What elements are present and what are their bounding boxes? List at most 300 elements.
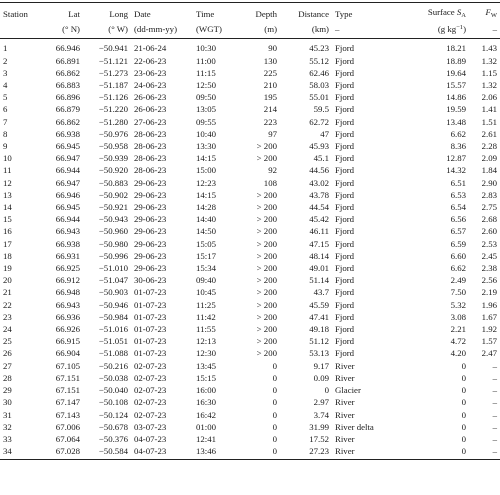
cell-long: −51.126 [98,92,128,103]
cell-surface-sa: 0 [461,421,466,432]
cell-fw: 2.38 [481,263,497,274]
cell-station: 31 [3,409,12,420]
cell-fw: 2.53 [481,238,497,249]
cell-lat: 66.946 [55,189,80,200]
table-row [0,116,500,128]
cell-depth: > 200 [256,311,277,322]
header-surface-sa-prefix: Surface [427,7,455,17]
cell-station: 32 [3,421,12,432]
cell-fw: – [492,360,497,371]
cell-time: 14:50 [196,226,217,237]
cell-type: Fjord [335,238,355,249]
cell-fw: 1.96 [481,299,497,310]
cell-station: 3 [3,67,8,78]
cell-long: −50.920 [98,165,128,176]
cell-lat: 66.912 [55,275,80,286]
cell-distance: 45.59 [309,299,329,310]
cell-date: 22-06-23 [134,55,167,66]
table-row [0,91,500,103]
header-fw-unit: – [469,22,500,39]
cell-fw: 2.19 [481,287,497,298]
cell-long: −50.903 [98,287,128,298]
cell-depth: 223 [263,116,277,127]
table-header [0,3,500,39]
cell-time: 15:05 [196,238,217,249]
cell-time: 12:23 [196,177,217,188]
cell-lat: 66.931 [55,250,80,261]
cell-date: 01-07-23 [134,311,167,322]
cell-distance: 17.52 [309,433,329,444]
cell-fw: 2.83 [481,189,497,200]
cell-fw: 1.92 [481,324,497,335]
cell-distance: 43.02 [309,177,329,188]
cell-fw: 2.06 [481,92,497,103]
cell-depth: > 200 [256,275,277,286]
cell-lat: 66.947 [55,153,80,164]
cell-station: 18 [3,250,12,261]
cell-time: 13:05 [196,104,217,115]
table-row [0,201,500,213]
cell-time: 16:30 [196,397,217,408]
cell-time: 14:40 [196,214,217,225]
cell-station: 4 [3,80,8,91]
cell-lat: 66.891 [55,55,80,66]
cell-long: −50.980 [98,238,128,249]
cell-depth: 92 [268,165,277,176]
header-depth-unit: (m) [240,22,280,39]
cell-lat: 66.926 [55,324,80,335]
cell-date: 29-06-23 [134,250,167,261]
cell-fw: – [492,433,497,444]
cell-station: 11 [3,165,12,176]
cell-long: −50.939 [98,153,128,164]
cell-type: Fjord [335,324,355,335]
cell-long: −50.960 [98,226,128,237]
cell-distance: 9.17 [313,360,329,371]
cell-type: Fjord [335,299,355,310]
cell-fw: 1.32 [481,55,497,66]
cell-distance: 43.7 [313,287,329,298]
cell-distance: 45.42 [309,214,329,225]
cell-type: Fjord [335,104,355,115]
table-row [0,262,500,274]
cell-time: 10:30 [196,43,217,54]
cell-depth: > 200 [256,348,277,359]
cell-long: −50.976 [98,128,128,139]
header-distance-unit: (km) [280,22,332,39]
cell-fw: – [492,372,497,383]
cell-date: 29-06-23 [134,226,167,237]
cell-depth: > 200 [256,238,277,249]
table-row [0,103,500,115]
cell-depth: 0 [240,445,280,460]
cell-type: Fjord [335,189,355,200]
header-station-unit [0,22,35,39]
cell-date: 26-06-23 [134,92,167,103]
cell-date: 28-06-23 [134,165,167,176]
cell-long: −51.016 [98,324,128,335]
cell-distance: 47.41 [309,311,329,322]
cell-time: 14:28 [196,202,217,213]
header-surface-sa-sub: A [461,12,466,19]
cell-time: 14:15 [196,153,217,164]
header-distance: Distance [280,3,332,23]
cell-station: 9 [3,141,8,152]
cell-station: 20 [3,275,12,286]
cell-lat: 67.064 [55,433,80,444]
cell-fw: 1.43 [481,43,497,54]
header-fw-symbol: F [485,7,491,17]
cell-date: 01-07-23 [134,336,167,347]
cell-station: 7 [3,116,8,127]
table-row [0,274,500,286]
cell-long: −50.376 [98,433,128,444]
cell-distance: 51.12 [309,336,329,347]
cell-surface-sa: 0 [396,445,469,460]
cell-type: Glacier [335,385,361,396]
cell-time: 13:30 [196,141,217,152]
cell-fw: 1.41 [481,104,497,115]
cell-surface-sa: 0 [461,360,466,371]
cell-date: 02-07-23 [134,360,167,371]
cell-station: 13 [3,189,12,200]
cell-station: 27 [3,360,12,371]
cell-distance: 48.14 [309,250,329,261]
header-surface-sa-unit [396,22,469,39]
cell-type: Fjord [335,348,355,359]
cell-depth: > 200 [256,250,277,261]
cell-long: −50.038 [98,372,128,383]
cell-long: −50.958 [98,141,128,152]
cell-surface-sa: 2.21 [450,324,466,335]
cell-type: River [335,409,355,420]
cell-distance: 55.12 [309,55,329,66]
cell-station: 14 [3,202,12,213]
cell-surface-sa: 0 [461,397,466,408]
cell-type: Fjord [335,311,355,322]
cell-depth: 214 [263,104,277,115]
cell-station: 1 [3,43,8,54]
cell-distance: 0 [324,385,329,396]
cell-distance: 49.01 [309,263,329,274]
cell-time: 15:00 [196,165,217,176]
cell-lat: 66.925 [55,263,80,274]
cell-station: 29 [3,385,12,396]
cell-fw: 1.32 [481,80,497,91]
cell-time: 13:45 [196,360,217,371]
cell-distance: 47.15 [309,238,329,249]
cell-time: 15:15 [196,372,217,383]
cell-fw: – [492,421,497,432]
cell-station: 26 [3,348,12,359]
cell-time: 16:42 [196,409,217,420]
cell-surface-sa: 19.64 [446,67,466,78]
cell-distance: 62.72 [309,116,329,127]
table-row [0,128,500,140]
cell-depth: 0 [272,421,277,432]
table-row [0,299,500,311]
cell-type: Fjord [335,250,355,261]
cell-date: 04-07-23 [131,445,193,460]
cell-lat: 67.151 [55,372,80,383]
cell-lat: 66.879 [55,104,80,115]
cell-time: 12:41 [196,433,217,444]
cell-distance: 3.74 [313,409,329,420]
cell-depth: > 200 [256,299,277,310]
table-row [0,189,500,201]
cell-date: 29-06-23 [134,263,167,274]
cell-surface-sa: 4.20 [450,348,466,359]
table-body [0,39,500,460]
header-surface-sa [396,3,469,23]
header-time: Time [193,3,240,23]
cell-type: River [332,445,396,460]
cell-distance: 44.54 [309,202,329,213]
table-row [0,39,500,55]
cell-surface-sa: 13.48 [446,116,466,127]
cell-type: Fjord [335,92,355,103]
cell-surface-sa: 15.57 [446,80,466,91]
cell-station: 21 [3,287,12,298]
cell-depth: 0 [272,397,277,408]
cell-long: −50.946 [98,299,128,310]
cell-long: −50.584 [83,445,131,460]
header-lat: Lat [35,3,83,23]
cell-long: −51.187 [98,80,128,91]
cell-type: Fjord [335,177,355,188]
table-row [0,347,500,359]
header-depth: Depth [240,3,280,23]
cell-long: −51.051 [98,336,128,347]
cell-lat: 66.943 [55,226,80,237]
cell-date: 28-06-23 [134,153,167,164]
cell-long: −50.921 [98,202,128,213]
cell-time: 10:45 [196,287,217,298]
cell-surface-sa: 5.32 [450,299,466,310]
cell-long: −50.216 [98,360,128,371]
cell-depth: 195 [263,92,277,103]
table-row [0,409,500,421]
cell-surface-sa: 6.54 [450,202,466,213]
cell-distance: 43.78 [309,189,329,200]
cell-station: 34 [0,445,35,460]
cell-lat: 67.028 [35,445,83,460]
cell-long: −50.108 [98,397,128,408]
table-row [0,250,500,262]
cell-type: Fjord [335,116,355,127]
cell-surface-sa: 14.32 [446,165,466,176]
cell-long: −50.984 [98,311,128,322]
cell-fw: 2.61 [481,128,497,139]
cell-date: 21-06-24 [134,43,167,54]
header-station: Station [0,3,35,23]
cell-distance: 2.97 [313,397,329,408]
cell-depth: 130 [263,55,277,66]
cell-type: River delta [335,421,374,432]
cell-station: 5 [3,92,8,103]
cell-surface-sa: 6.59 [450,238,466,249]
header-surface-sa-unit-post: ) [463,24,466,35]
table-row [0,421,500,433]
cell-type: Fjord [335,226,355,237]
cell-station: 22 [3,299,12,310]
cell-fw: 1.84 [481,165,497,176]
table-row [0,213,500,225]
cell-distance: 53.13 [309,348,329,359]
cell-distance: 45.93 [309,141,329,152]
table-row [0,164,500,176]
cell-distance: 58.03 [309,80,329,91]
cell-time: 11:00 [196,55,216,66]
cell-station: 33 [3,433,12,444]
cell-date: 01-07-23 [134,287,167,298]
table-row [0,384,500,396]
cell-date: 29-06-23 [134,214,167,225]
cell-fw: 2.75 [481,202,497,213]
cell-station: 28 [3,372,12,383]
cell-distance: 31.99 [309,421,329,432]
cell-type: River [335,372,355,383]
cell-type: Fjord [335,202,355,213]
cell-lat: 66.896 [55,92,80,103]
cell-depth: > 200 [256,226,277,237]
cell-depth: 0 [272,409,277,420]
cell-long: −51.088 [98,348,128,359]
cell-lat: 66.938 [55,128,80,139]
table-row [0,225,500,237]
cell-lat: 66.904 [55,348,80,359]
cell-depth: > 200 [256,336,277,347]
cell-date: 02-07-23 [134,397,167,408]
cell-date: 23-06-23 [134,67,167,78]
cell-date: 04-07-23 [134,433,167,444]
cell-date: 29-06-23 [134,177,167,188]
cell-distance: 47 [320,128,329,139]
cell-depth: 0 [272,360,277,371]
cell-time: 09:50 [196,92,217,103]
cell-fw: 2.68 [481,214,497,225]
cell-fw: 1.67 [481,311,497,322]
table-row [0,335,500,347]
table-row [0,140,500,152]
cell-depth: > 200 [256,324,277,335]
cell-depth: 0 [272,433,277,444]
cell-time: 12:30 [196,348,217,359]
cell-station: 8 [3,128,8,139]
cell-surface-sa: 6.56 [450,214,466,225]
cell-type: Fjord [335,55,355,66]
station-table [0,2,500,460]
cell-lat: 67.006 [55,421,80,432]
cell-time: 11:42 [196,311,216,322]
cell-station: 23 [3,311,12,322]
cell-distance: 44.56 [309,165,329,176]
cell-long: −51.220 [98,104,128,115]
table-row [0,323,500,335]
table-row [0,311,500,323]
table-row [0,360,500,372]
cell-surface-sa: 18.89 [446,55,466,66]
cell-surface-sa: 14.86 [446,92,466,103]
header-surface-sa-unit-sup: −1 [456,24,464,32]
cell-distance: 45.23 [309,43,329,54]
cell-lat: 66.948 [55,287,80,298]
table-row [0,67,500,79]
cell-surface-sa: 19.59 [446,104,466,115]
cell-date: 29-06-23 [134,238,167,249]
cell-surface-sa: 0 [461,409,466,420]
cell-depth: 97 [268,128,277,139]
cell-surface-sa: 6.57 [450,226,466,237]
cell-lat: 66.862 [55,116,80,127]
cell-date: 01-07-23 [134,324,167,335]
cell-long: −51.280 [98,116,128,127]
cell-long: −50.941 [98,43,128,54]
cell-date: 02-07-23 [134,409,167,420]
cell-fw: 2.47 [481,348,497,359]
cell-long: −50.902 [98,189,128,200]
cell-surface-sa: 7.50 [450,287,466,298]
cell-time: 11:25 [196,299,216,310]
cell-distance: 46.11 [309,226,329,237]
cell-date: 30-06-23 [134,275,167,286]
cell-station: 10 [3,153,12,164]
table-row [0,177,500,189]
cell-time: 09:40 [196,275,217,286]
header-surface-sa-symbol: S [456,7,462,17]
cell-fw: 1.51 [481,116,497,127]
cell-surface-sa: 0 [461,433,466,444]
cell-lat: 66.944 [55,165,80,176]
cell-lat: 67.151 [55,385,80,396]
cell-fw: 2.45 [481,250,497,261]
cell-date: 02-07-23 [134,372,167,383]
cell-date: 01-07-23 [134,348,167,359]
cell-long: −51.010 [98,263,128,274]
header-date: Date [131,3,193,23]
cell-distance: 27.23 [280,445,332,460]
cell-lat: 66.945 [55,202,80,213]
cell-type: Fjord [335,165,355,176]
table-row [0,396,500,408]
cell-surface-sa: 6.60 [450,250,466,261]
cell-date: 29-06-23 [134,202,167,213]
cell-time: 12:50 [196,80,217,91]
cell-long: −51.273 [98,67,128,78]
cell-long: −50.124 [98,409,128,420]
cell-station: 17 [3,238,12,249]
cell-station: 25 [3,336,12,347]
cell-type: River [335,397,355,408]
cell-type: Fjord [335,336,355,347]
cell-long: −50.678 [98,421,128,432]
cell-type: Fjord [335,80,355,91]
cell-surface-sa: 18.21 [446,43,466,54]
cell-depth: 0 [272,385,277,396]
cell-station: 2 [3,55,8,66]
cell-fw: 1.57 [481,336,497,347]
header-lat-unit: (° N) [35,22,83,39]
cell-depth: 210 [263,80,277,91]
table-row [0,445,500,460]
cell-lat: 66.915 [55,336,80,347]
cell-long: −50.883 [98,177,128,188]
cell-surface-sa: 3.08 [450,311,466,322]
cell-fw: – [492,397,497,408]
table-row [0,152,500,164]
cell-lat: 66.944 [55,214,80,225]
cell-distance: 62.46 [309,67,329,78]
